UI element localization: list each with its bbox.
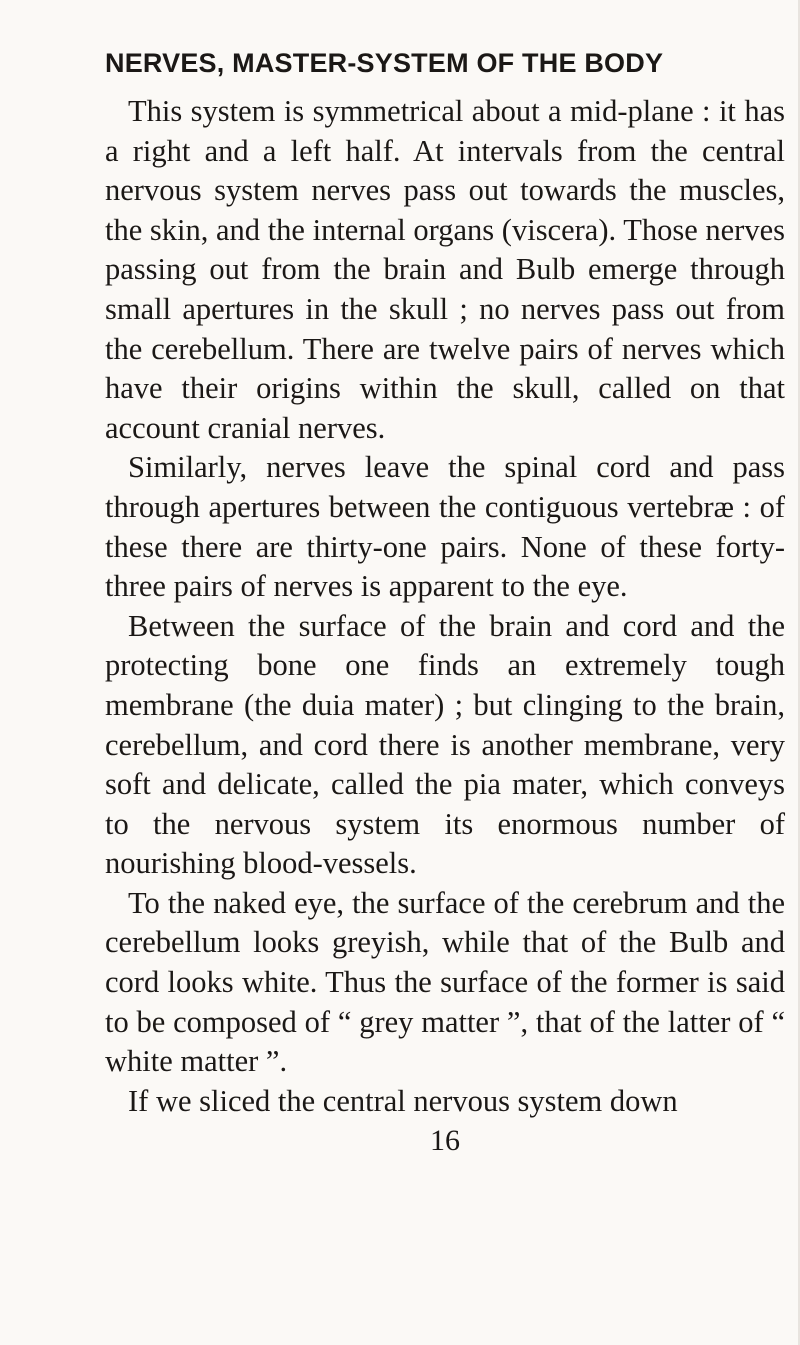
paragraph-2: Similarly, nerves leave the spinal cord and pass through apertures between the contiguous vertebræ : of these there are thirty-one pairs. None of these forty-three pairs of nerves is apparent to the eye. (105, 450, 785, 604)
paragraph-3: Between the surface of the brain and cord and the protecting bone one finds an extremely tough membrane (the duia mater) ; but clinging to the brain, cerebellum, and cord there is another membrane, very soft and delicate, called the pia mater, which conveys to the nervous system its enormous number of nourishing blood-vessels. (105, 608, 785, 881)
body-text (105, 92, 785, 1121)
page-number: 16 (430, 1124, 460, 1158)
book-page (105, 42, 785, 1161)
paragraph-5: If we sliced the central nervous system down (128, 1083, 678, 1118)
running-head: NERVES, MASTER-SYSTEM OF THE BODY (105, 48, 664, 78)
paragraph-4: To the naked eye, the surface of the cerebrum and the cerebellum looks greyish, while that of the Bulb and cord looks white. Thus the surface of the former is said to be composed of “ grey matter ”, that of the latter of “ white matter ”. (105, 885, 785, 1079)
paragraph-1: This system is symmetrical about a mid-plane : it has a right and a left half. At intervals from the central nervous system nerves pass out towards the muscles, the skin, and the internal organs (viscera). Those nerves passing out from the brain and Bulb emerge through small apertures in the skull ; no nerves pass out from the cerebellum. There are twelve pairs of nerves which have their origins within the skull, called on that account cranial nerves. (105, 94, 785, 445)
